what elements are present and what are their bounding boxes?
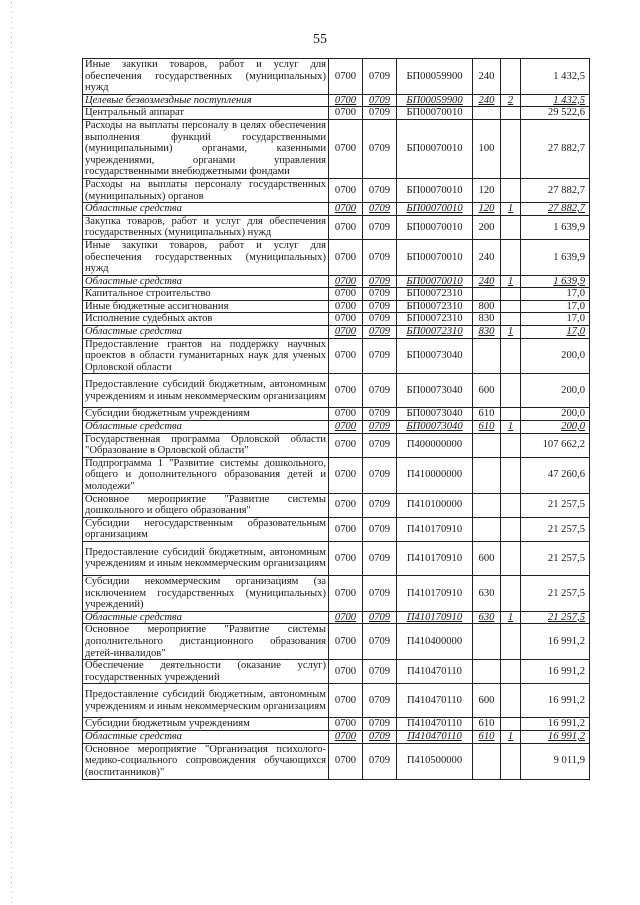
row-name: Субсидии бюджетным учреждениям: [83, 718, 329, 731]
row-expense-type: 830: [473, 326, 501, 339]
row-amount: 21 257,5: [521, 611, 590, 624]
row-amount: 1 639,9: [521, 215, 590, 239]
row-subsection-code: 0709: [363, 611, 397, 624]
table-row: [83, 203, 590, 216]
row-target-code: БП00073040: [397, 408, 473, 421]
row-section-code: 0700: [329, 421, 363, 434]
row-source-code: [501, 743, 521, 779]
row-subsection-code: 0709: [363, 300, 397, 313]
row-name: Основное мероприятие "Развитие системы дошкольного и общего образования": [83, 493, 329, 517]
row-target-code: П410170910: [397, 611, 473, 624]
row-source-code: [501, 541, 521, 575]
table-row: [83, 541, 590, 575]
table-row: [83, 288, 590, 301]
row-source-code: [501, 408, 521, 421]
row-section-code: 0700: [329, 275, 363, 288]
row-source-code: [501, 119, 521, 178]
row-name: Исполнение судебных актов: [83, 313, 329, 326]
row-amount: 21 257,5: [521, 517, 590, 541]
row-target-code: П400000000: [397, 433, 473, 457]
row-subsection-code: 0709: [363, 338, 397, 374]
row-amount: 1 432,5: [521, 94, 590, 107]
table-row: [83, 575, 590, 611]
row-target-code: БП00072310: [397, 300, 473, 313]
table-row: [83, 743, 590, 779]
row-section-code: 0700: [329, 493, 363, 517]
row-target-code: П410470110: [397, 730, 473, 743]
table-row: [83, 517, 590, 541]
row-name: Предоставление грантов на поддержку научных проектов в области гуманитарных наук для ученых Орловской области: [83, 338, 329, 374]
row-expense-type: [473, 660, 501, 684]
row-amount: 200,0: [521, 421, 590, 434]
row-subsection-code: 0709: [363, 660, 397, 684]
row-source-code: [501, 433, 521, 457]
row-name: Областные средства: [83, 203, 329, 216]
table-row: [83, 433, 590, 457]
row-source-code: [501, 178, 521, 202]
table-row: [83, 215, 590, 239]
page-number: 55: [313, 32, 327, 47]
row-target-code: П410400000: [397, 624, 473, 660]
row-section-code: 0700: [329, 288, 363, 301]
row-source-code: [501, 684, 521, 718]
row-expense-type: 800: [473, 300, 501, 313]
row-amount: 27 882,7: [521, 203, 590, 216]
row-section-code: 0700: [329, 408, 363, 421]
row-target-code: П410170910: [397, 541, 473, 575]
row-target-code: БП00073040: [397, 338, 473, 374]
table-row: [83, 313, 590, 326]
budget-table-body: [83, 59, 590, 780]
row-source-code: [501, 288, 521, 301]
row-section-code: 0700: [329, 718, 363, 731]
row-subsection-code: 0709: [363, 457, 397, 493]
row-target-code: БП00073040: [397, 374, 473, 408]
row-amount: 16 991,2: [521, 718, 590, 731]
row-amount: 200,0: [521, 408, 590, 421]
row-source-code: [501, 107, 521, 120]
row-name: Иные закупки товаров, работ и услуг для обеспечения государственных (муниципальных) нужд: [83, 239, 329, 275]
row-name: Закупка товаров, работ и услуг для обеспечения государственных (муниципальных) нужд: [83, 215, 329, 239]
row-expense-type: 830: [473, 313, 501, 326]
table-row: [83, 421, 590, 434]
row-subsection-code: 0709: [363, 575, 397, 611]
row-subsection-code: 0709: [363, 119, 397, 178]
row-expense-type: [473, 338, 501, 374]
row-name: Субсидии бюджетным учреждениям: [83, 408, 329, 421]
row-amount: 21 257,5: [521, 493, 590, 517]
table-row: [83, 624, 590, 660]
row-subsection-code: 0709: [363, 517, 397, 541]
row-subsection-code: 0709: [363, 684, 397, 718]
row-name: Расходы на выплаты персоналу государственных (муниципальных) органов: [83, 178, 329, 202]
table-row: [83, 730, 590, 743]
row-amount: 21 257,5: [521, 575, 590, 611]
table-row: [83, 660, 590, 684]
row-expense-type: [473, 288, 501, 301]
row-section-code: 0700: [329, 660, 363, 684]
row-source-code: 1: [501, 326, 521, 339]
table-row: [83, 239, 590, 275]
row-section-code: 0700: [329, 457, 363, 493]
row-source-code: [501, 457, 521, 493]
row-target-code: П410470110: [397, 684, 473, 718]
row-expense-type: 610: [473, 730, 501, 743]
row-subsection-code: 0709: [363, 326, 397, 339]
row-section-code: 0700: [329, 300, 363, 313]
row-section-code: 0700: [329, 119, 363, 178]
row-subsection-code: 0709: [363, 743, 397, 779]
row-target-code: БП00070010: [397, 275, 473, 288]
row-amount: 1 432,5: [521, 59, 590, 95]
row-amount: 21 257,5: [521, 541, 590, 575]
row-subsection-code: 0709: [363, 288, 397, 301]
row-expense-type: 610: [473, 421, 501, 434]
row-source-code: [501, 215, 521, 239]
row-amount: 27 882,7: [521, 119, 590, 178]
row-subsection-code: 0709: [363, 374, 397, 408]
row-amount: 17,0: [521, 313, 590, 326]
row-amount: 107 662,2: [521, 433, 590, 457]
row-section-code: 0700: [329, 541, 363, 575]
row-subsection-code: 0709: [363, 313, 397, 326]
row-name: Областные средства: [83, 326, 329, 339]
row-source-code: 1: [501, 730, 521, 743]
row-target-code: БП00070010: [397, 215, 473, 239]
row-section-code: 0700: [329, 313, 363, 326]
row-source-code: [501, 338, 521, 374]
row-source-code: 1: [501, 203, 521, 216]
row-expense-type: [473, 624, 501, 660]
row-source-code: 2: [501, 94, 521, 107]
row-amount: 16 991,2: [521, 660, 590, 684]
table-row: [83, 408, 590, 421]
row-subsection-code: 0709: [363, 215, 397, 239]
row-section-code: 0700: [329, 215, 363, 239]
table-row: [83, 300, 590, 313]
row-amount: 200,0: [521, 374, 590, 408]
row-expense-type: [473, 107, 501, 120]
row-source-code: 1: [501, 275, 521, 288]
row-name: Предоставление субсидий бюджетным, автономным учреждениям и иным некоммерческим организациям: [83, 541, 329, 575]
table-row: [83, 107, 590, 120]
row-subsection-code: 0709: [363, 203, 397, 216]
row-target-code: БП00070010: [397, 203, 473, 216]
row-name: Областные средства: [83, 611, 329, 624]
row-expense-type: 120: [473, 203, 501, 216]
row-expense-type: 630: [473, 611, 501, 624]
row-target-code: БП00072310: [397, 313, 473, 326]
row-subsection-code: 0709: [363, 178, 397, 202]
row-section-code: 0700: [329, 624, 363, 660]
scan-edge-dots: [10, 0, 13, 905]
row-name: Предоставление субсидий бюджетным, автономным учреждениям и иным некоммерческим организациям: [83, 374, 329, 408]
row-source-code: [501, 517, 521, 541]
row-subsection-code: 0709: [363, 541, 397, 575]
row-name: Основное мероприятие "Организация психолого-медико-социального сопровождения обучающихся (воспитанников)": [83, 743, 329, 779]
row-source-code: [501, 660, 521, 684]
row-expense-type: 610: [473, 718, 501, 731]
row-amount: 16 991,2: [521, 684, 590, 718]
row-name: Целевые безвозмездные поступления: [83, 94, 329, 107]
row-section-code: 0700: [329, 730, 363, 743]
row-name: Субсидии некоммерческим организациям (за исключением государственных (муниципальных) учреждений): [83, 575, 329, 611]
table-row: [83, 94, 590, 107]
table-row: [83, 718, 590, 731]
row-target-code: БП00072310: [397, 288, 473, 301]
row-expense-type: 100: [473, 119, 501, 178]
row-name: Иные закупки товаров, работ и услуг для обеспечения государственных (муниципальных) нужд: [83, 59, 329, 95]
row-source-code: [501, 718, 521, 731]
row-expense-type: [473, 743, 501, 779]
row-section-code: 0700: [329, 326, 363, 339]
row-section-code: 0700: [329, 239, 363, 275]
row-target-code: БП00070010: [397, 178, 473, 202]
row-source-code: 1: [501, 421, 521, 434]
row-expense-type: 240: [473, 59, 501, 95]
row-expense-type: 610: [473, 408, 501, 421]
row-name: Субсидии негосударственным образовательным организациям: [83, 517, 329, 541]
row-source-code: [501, 59, 521, 95]
row-source-code: [501, 300, 521, 313]
row-expense-type: 600: [473, 374, 501, 408]
table-row: [83, 684, 590, 718]
row-section-code: 0700: [329, 178, 363, 202]
row-subsection-code: 0709: [363, 718, 397, 731]
row-amount: 1 639,9: [521, 275, 590, 288]
row-target-code: БП00072310: [397, 326, 473, 339]
row-target-code: П410000000: [397, 457, 473, 493]
row-name: Областные средства: [83, 730, 329, 743]
row-target-code: П410500000: [397, 743, 473, 779]
row-section-code: 0700: [329, 433, 363, 457]
row-source-code: [501, 493, 521, 517]
row-section-code: 0700: [329, 611, 363, 624]
row-name: Предоставление субсидий бюджетным, автономным учреждениям и иным некоммерческим организациям: [83, 684, 329, 718]
row-section-code: 0700: [329, 94, 363, 107]
row-expense-type: [473, 457, 501, 493]
row-subsection-code: 0709: [363, 730, 397, 743]
table-row: [83, 119, 590, 178]
table-row: [83, 178, 590, 202]
row-amount: 1 639,9: [521, 239, 590, 275]
row-name: Обеспечение деятельности (оказание услуг) государственных учреждений: [83, 660, 329, 684]
row-name: Подпрограмма 1 "Развитие системы дошкольного, общего и дополнительного образования детей и молодежи": [83, 457, 329, 493]
row-expense-type: 240: [473, 94, 501, 107]
table-row: [83, 338, 590, 374]
row-section-code: 0700: [329, 59, 363, 95]
row-source-code: [501, 313, 521, 326]
row-amount: 47 260,6: [521, 457, 590, 493]
row-section-code: 0700: [329, 743, 363, 779]
row-subsection-code: 0709: [363, 94, 397, 107]
row-source-code: [501, 374, 521, 408]
row-name: Центральный аппарат: [83, 107, 329, 120]
row-name: Капитальное строительство: [83, 288, 329, 301]
row-section-code: 0700: [329, 203, 363, 216]
row-section-code: 0700: [329, 107, 363, 120]
row-expense-type: 240: [473, 275, 501, 288]
row-name: Основное мероприятие "Развитие системы дополнительного дистанционного образования детей-инвалидов": [83, 624, 329, 660]
row-amount: 9 011,9: [521, 743, 590, 779]
row-expense-type: [473, 517, 501, 541]
row-target-code: БП00070010: [397, 107, 473, 120]
row-section-code: 0700: [329, 338, 363, 374]
table-row: [83, 611, 590, 624]
row-amount: 16 991,2: [521, 730, 590, 743]
row-expense-type: [473, 433, 501, 457]
row-source-code: [501, 624, 521, 660]
row-target-code: БП00073040: [397, 421, 473, 434]
row-amount: 16 991,2: [521, 624, 590, 660]
budget-table: [82, 58, 590, 780]
table-row: [83, 326, 590, 339]
row-subsection-code: 0709: [363, 59, 397, 95]
row-subsection-code: 0709: [363, 107, 397, 120]
row-expense-type: 630: [473, 575, 501, 611]
row-name: Расходы на выплаты персоналу в целях обеспечения выполнения функций государственными (муниципальными) органами, казенными учреждениями, органами управления государственными внебюджетными фондами: [83, 119, 329, 178]
row-expense-type: 200: [473, 215, 501, 239]
row-target-code: БП00070010: [397, 239, 473, 275]
row-name: Государственная программа Орловской области "Образование в Орловской области": [83, 433, 329, 457]
row-target-code: П410470110: [397, 660, 473, 684]
row-target-code: П410100000: [397, 493, 473, 517]
row-name: Областные средства: [83, 275, 329, 288]
row-subsection-code: 0709: [363, 408, 397, 421]
row-amount: 17,0: [521, 326, 590, 339]
row-section-code: 0700: [329, 684, 363, 718]
row-source-code: 1: [501, 611, 521, 624]
table-row: [83, 59, 590, 95]
row-expense-type: 600: [473, 684, 501, 718]
row-section-code: 0700: [329, 374, 363, 408]
row-target-code: БП00070010: [397, 119, 473, 178]
row-amount: 17,0: [521, 300, 590, 313]
row-expense-type: 600: [473, 541, 501, 575]
row-section-code: 0700: [329, 575, 363, 611]
row-subsection-code: 0709: [363, 239, 397, 275]
row-subsection-code: 0709: [363, 493, 397, 517]
row-expense-type: 240: [473, 239, 501, 275]
row-subsection-code: 0709: [363, 433, 397, 457]
row-target-code: П410170910: [397, 575, 473, 611]
row-expense-type: [473, 493, 501, 517]
row-subsection-code: 0709: [363, 275, 397, 288]
row-subsection-code: 0709: [363, 624, 397, 660]
row-target-code: П410170910: [397, 517, 473, 541]
row-amount: 29 522,6: [521, 107, 590, 120]
row-target-code: БП00059900: [397, 94, 473, 107]
row-amount: 200,0: [521, 338, 590, 374]
table-row: [83, 275, 590, 288]
row-source-code: [501, 239, 521, 275]
row-amount: 27 882,7: [521, 178, 590, 202]
table-row: [83, 493, 590, 517]
row-target-code: П410470110: [397, 718, 473, 731]
row-expense-type: 120: [473, 178, 501, 202]
row-target-code: БП00059900: [397, 59, 473, 95]
row-amount: 17,0: [521, 288, 590, 301]
row-name: Иные бюджетные ассигнования: [83, 300, 329, 313]
row-source-code: [501, 575, 521, 611]
row-subsection-code: 0709: [363, 421, 397, 434]
row-name: Областные средства: [83, 421, 329, 434]
table-row: [83, 374, 590, 408]
table-row: [83, 457, 590, 493]
row-section-code: 0700: [329, 517, 363, 541]
